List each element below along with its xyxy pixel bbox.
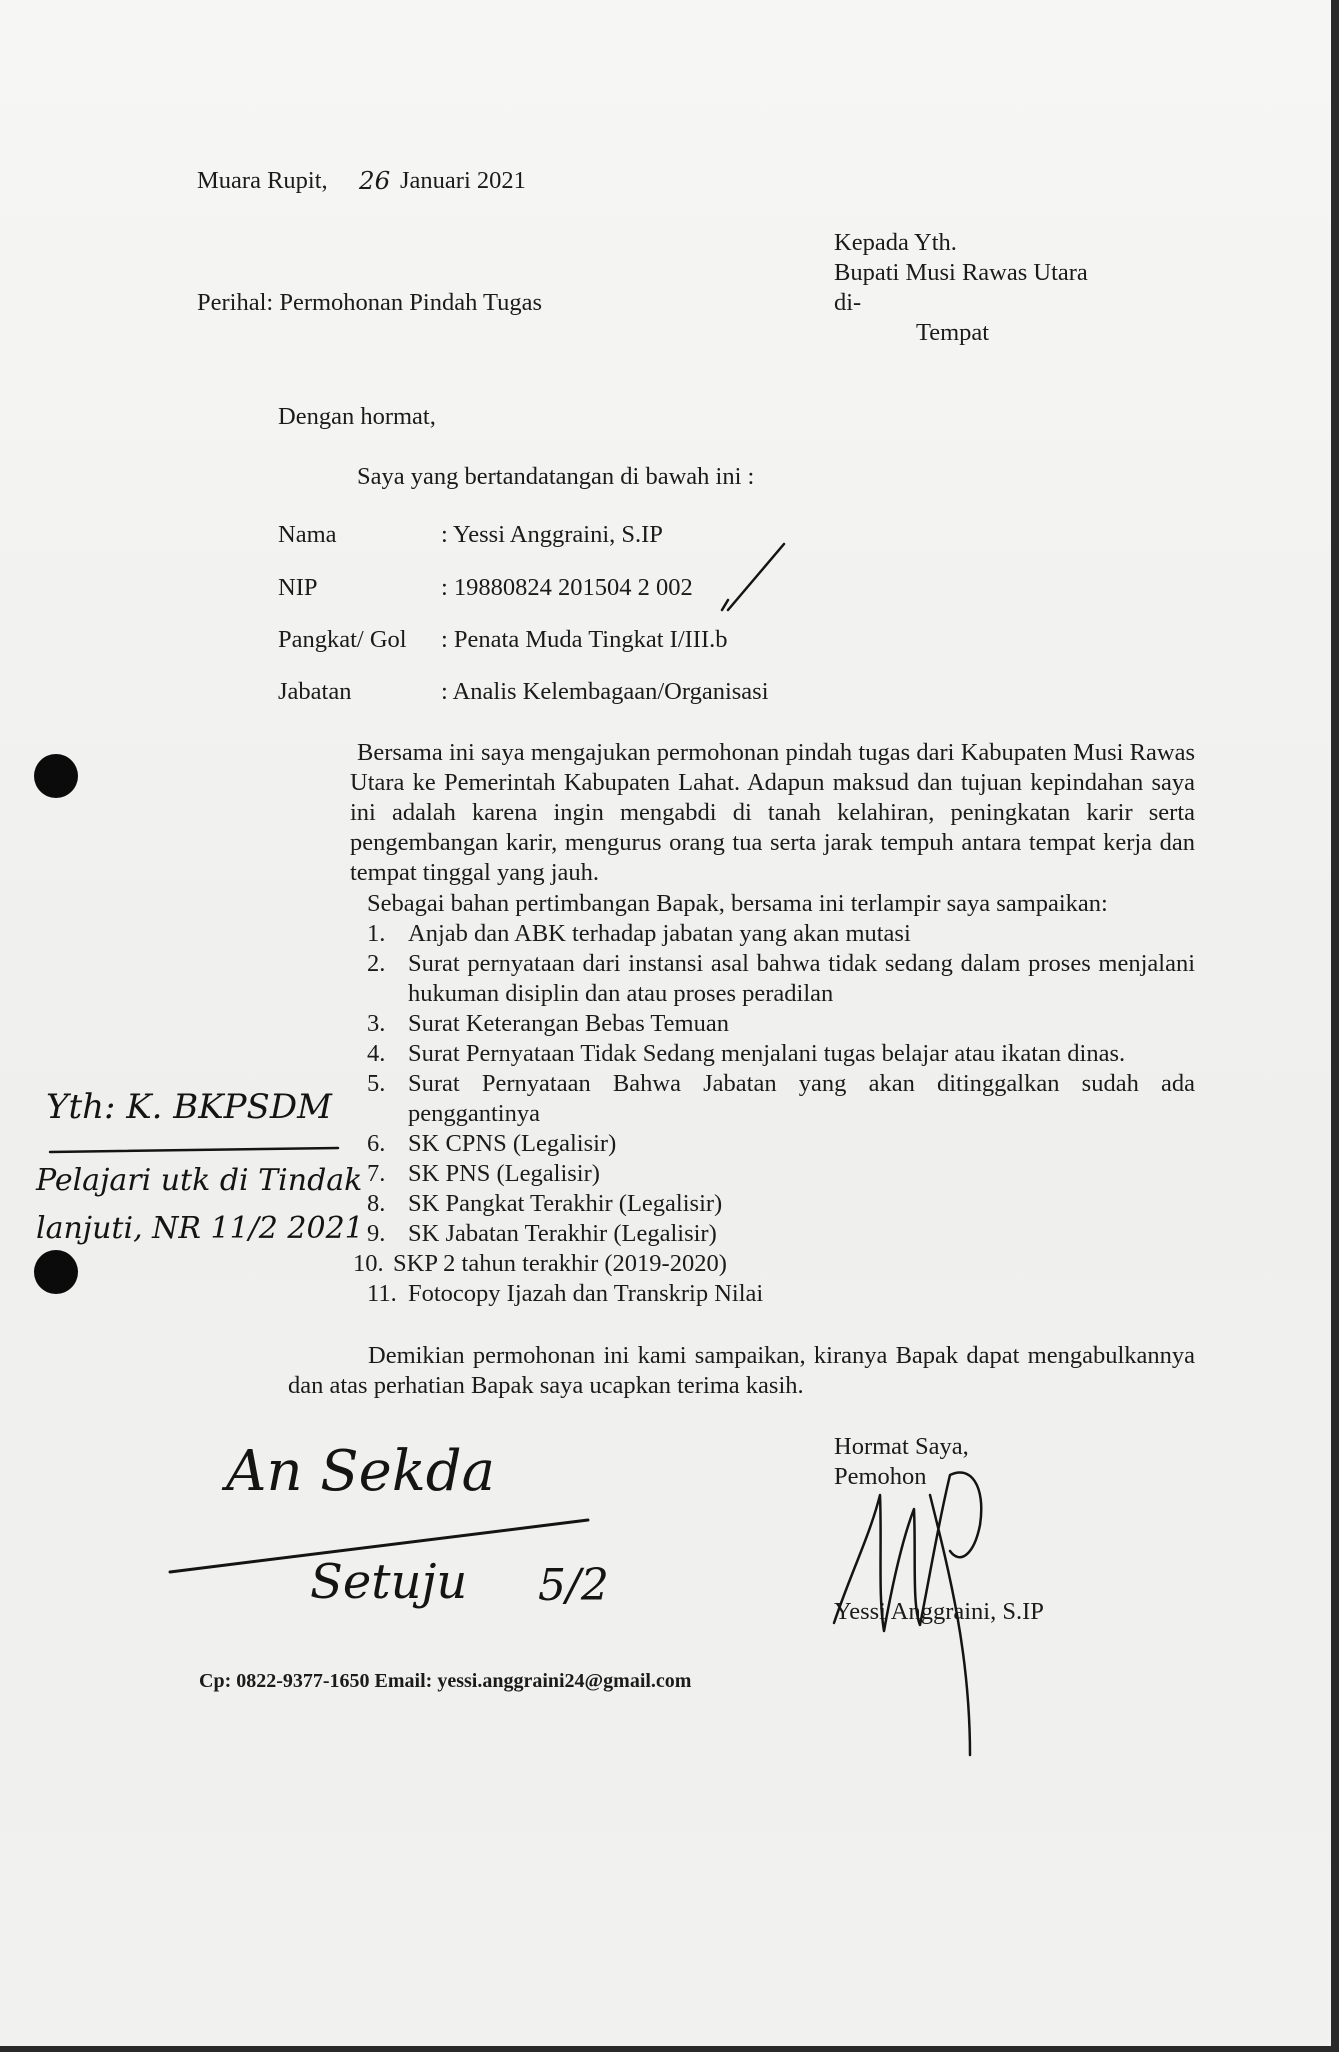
attachment-num: 10. xyxy=(353,1250,384,1277)
closing-paragraph: Demikian permohonan ini kami sampaikan, kiranya Bapak dapat mengabulkannya dan atas perhatian Bapak saya ucapkan terima kasih. xyxy=(288,1342,1195,1399)
attachment-text: Surat Pernyataan Bahwa Jabatan yang akan ditinggalkan sudah ada penggantinya xyxy=(408,1070,1195,1127)
identity-label-nama: Nama xyxy=(278,521,337,548)
attachment-text: Surat Keterangan Bebas Temuan xyxy=(408,1010,729,1037)
contact-line: Cp: 0822-9377-1650 Email: yessi.anggraini24@gmail.com xyxy=(199,1670,692,1692)
attachment-num: 3. xyxy=(367,1010,386,1037)
attachment-text: Surat Pernyataan Tidak Sedang menjalani tugas belajar atau ikatan dinas. xyxy=(408,1040,1126,1067)
regards-line: Hormat Saya, xyxy=(834,1433,969,1460)
attachment-text: Fotocopy Ijazah dan Transkrip Nilai xyxy=(408,1280,764,1307)
attachment-num: 11. xyxy=(367,1280,397,1307)
subject-line: Perihal: Permohonan Pindah Tugas xyxy=(197,289,543,316)
applicant-name: Yessi Anggraini, S.IP xyxy=(834,1598,1044,1625)
attachment-num: 4. xyxy=(367,1040,386,1067)
identity-label-nip: NIP xyxy=(278,574,318,601)
identity-value-pangkat: : Penata Muda Tingkat I/III.b xyxy=(441,626,728,653)
attachment-num: 8. xyxy=(367,1190,386,1217)
attachment-text: SK CPNS (Legalisir) xyxy=(408,1130,617,1157)
attachment-text: SK Pangkat Terakhir (Legalisir) xyxy=(408,1190,723,1217)
attachments-intro: Sebagai bahan pertimbangan Bapak, bersama ini terlampir saya sampaikan: xyxy=(367,890,1108,917)
scan-edge-bottom xyxy=(0,2046,1339,2052)
disposition-line2: Setuju xyxy=(310,1554,468,1610)
attachment-text: Anjab dan ABK terhadap jabatan yang akan mutasi xyxy=(408,920,911,947)
date-day-handwritten: 26 xyxy=(359,166,391,195)
margin-note-line1: Yth: K. BKPSDM xyxy=(46,1087,332,1127)
recipient-line-1: Kepada Yth. xyxy=(834,229,957,256)
salutation: Dengan hormat, xyxy=(278,403,436,430)
body-paragraph: Bersama ini saya mengajukan permohonan pindah tugas dari Kabupaten Musi Rawas Utara ke Pemerintah Kabupaten Lahat. Adapun maksud dan tujuan kepindahan saya ini adalah karena ingin mengabdi di tanah kelahiran, peningkatan karir serta pengembangan karir, mengurus orang tua serta jarak tempuh antara tempat kerja dan tempat tinggal yang jauh. xyxy=(350,739,1195,886)
identity-value-nip: : 19880824 201504 2 002 xyxy=(441,574,693,601)
punch-hole-top xyxy=(34,754,78,798)
scan-edge-right xyxy=(1331,0,1339,2052)
place-label: Muara Rupit, xyxy=(197,167,328,194)
applicant-role: Pemohon xyxy=(834,1463,927,1490)
attachment-text: Surat pernyataan dari instansi asal bahwa tidak sedang dalam proses menjalani hukuman disiplin dan atau proses peradilan xyxy=(408,950,1195,1007)
disposition-date: 5/2 xyxy=(538,1560,609,1611)
disposition-note xyxy=(160,1420,700,1620)
identity-value-jabatan: : Analis Kelembagaan/Organisasi xyxy=(441,678,769,705)
attachment-num: 7. xyxy=(367,1160,386,1187)
intro-line: Saya yang bertandatangan di bawah ini : xyxy=(357,463,755,490)
attachment-text: SK Jabatan Terakhir (Legalisir) xyxy=(408,1220,717,1247)
margin-note-line2: Pelajari utk di Tindak xyxy=(36,1163,363,1198)
margin-note-line3: lanjuti, NR 11/2 2021 xyxy=(36,1211,364,1246)
applicant-signature xyxy=(820,1455,1010,1765)
attachment-num: 5. xyxy=(367,1070,386,1097)
recipient-line-3: di- xyxy=(834,289,862,316)
attachment-num: 2. xyxy=(367,950,386,977)
identity-value-nama: : Yessi Anggraini, S.IP xyxy=(441,521,663,548)
attachment-num: 1. xyxy=(367,920,386,947)
identity-label-jabatan: Jabatan xyxy=(278,678,352,705)
margin-note xyxy=(20,1080,380,1280)
attachment-num: 9. xyxy=(367,1220,386,1247)
identity-label-pangkat: Pangkat/ Gol xyxy=(278,626,407,653)
check-mark-icon xyxy=(718,540,790,615)
attachment-num: 6. xyxy=(367,1130,386,1157)
recipient-line-4: Tempat xyxy=(916,319,990,346)
attachment-text: SK PNS (Legalisir) xyxy=(408,1160,600,1187)
disposition-line1: An Sekda xyxy=(226,1439,495,1504)
attachment-text: SKP 2 tahun terakhir (2019-2020) xyxy=(393,1250,727,1277)
date-month-year: Januari 2021 xyxy=(400,167,526,194)
recipient-line-2: Bupati Musi Rawas Utara xyxy=(834,259,1088,286)
